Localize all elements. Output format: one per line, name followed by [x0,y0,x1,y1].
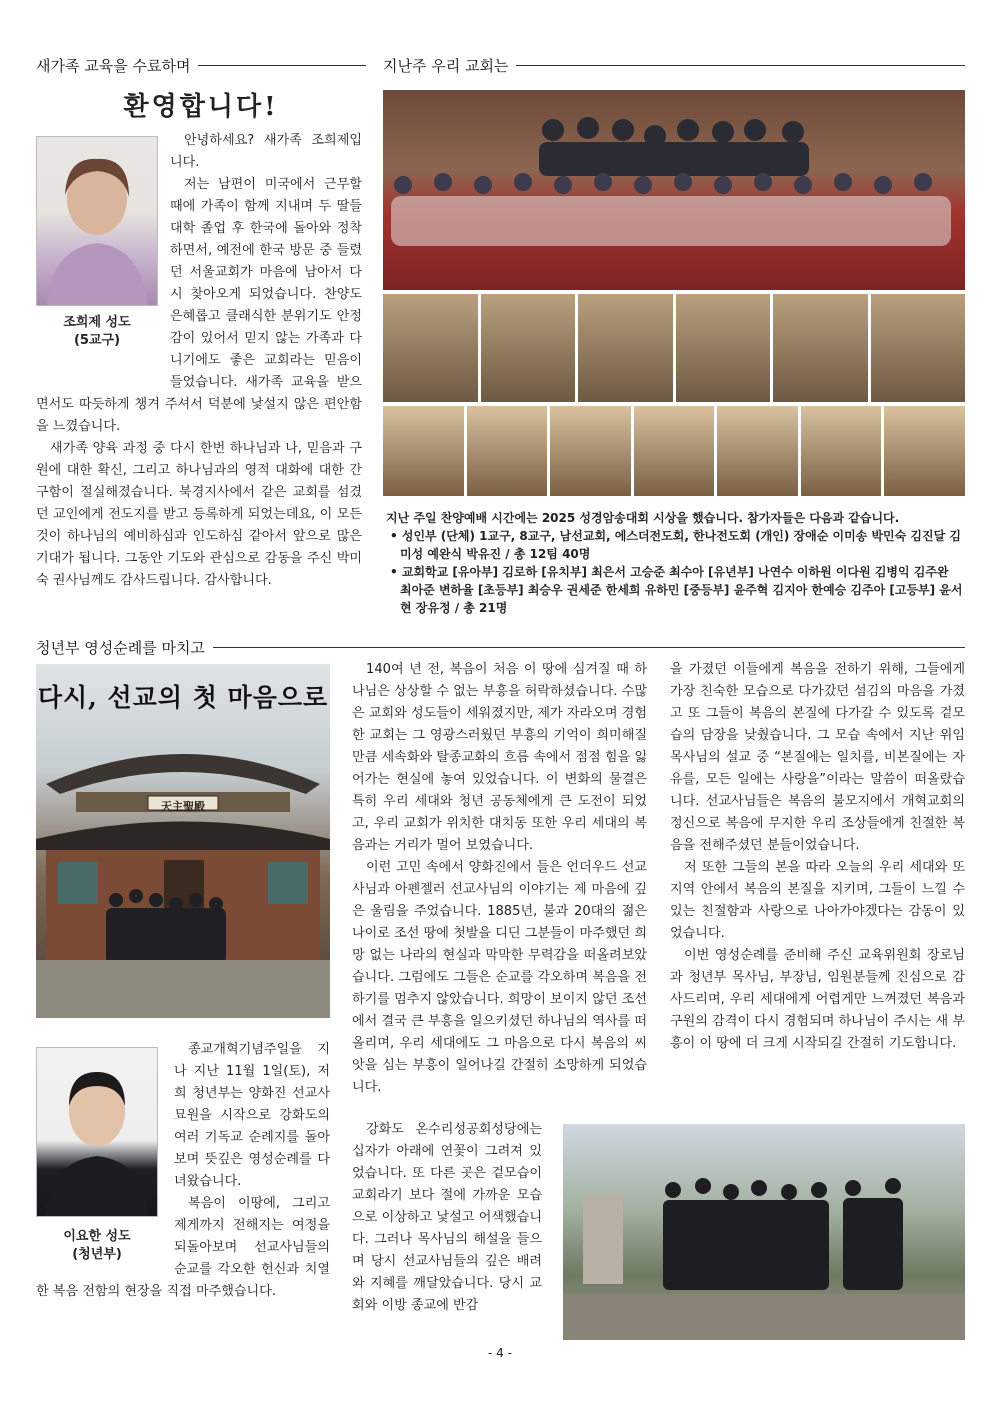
article-paragraph: 이번 영성순례를 준비해 주신 교육위원회 장로님과 청년부 목사님, 부장님, 임원분들께 진심으로 감사드리며, 우리 세대에게 어렵게만 느껴졌던 복음과 구원의 감격이 다시 경험되며 하나님이 주시는 새 부흥이 이 땅에 더 크게 시작되길 간절히 기도합니다. [670,948,965,1051]
heading-rule [516,65,965,66]
article-paragraph: 안녕하세요? 새가족 조희제입니다. [170,133,362,170]
author-name: 이요한 성도 [63,1229,131,1244]
contest-recap [386,509,964,617]
winner-photo [717,406,798,496]
section-heading-last-week [383,55,965,76]
portrait-float-spacer [36,130,170,374]
heading-rule [198,65,366,66]
section-heading-new-family [36,55,366,76]
pilgrimage-article-col1 [36,1039,330,1303]
member-group: (5교구) [73,333,121,348]
recap-intro: 지난 주일 찬양예배 시간에는 2025 성경암송대회 시상을 했습니다. 참가자들은 다음과 같습니다. [386,511,900,525]
winner-photo [578,294,673,402]
welcome-title: 환영합니다! [123,92,279,122]
winner-photo [550,406,631,496]
heading-rule [213,647,965,648]
article-paragraph: 새가족 양육 과정 중 다시 한번 하나님과 나, 믿음과 구원에 대한 확신, 그리고 하나님과의 영적 대화에 대한 간구함이 절실해졌습니다. 북경지사에서 같은 교회를 섬겼던 교인에게 전도지를 받고 등록하게 되었는데요, 이 모든 것이 하나님의 예비하심과 인도하심 같아서 앞으로 많은 기대가 됩니다. 그동안 기도와 관심으로 감동을 주신 박미숙 권사님께도 감사드립니다. 감사합니다. [36,441,362,588]
pilgrimage-banner-title: 다시, 선교의 첫 마음으로 [37,683,329,712]
group-photo [383,90,965,290]
portrait-float-spacer [36,1039,174,1271]
group-people-icon [563,1124,965,1340]
pilgrimage-article-col2 [352,659,647,1099]
section-heading-text: 새가족 교육을 수료하며 [36,57,191,75]
winner-photo [773,294,868,402]
article-paragraph: 저는 남편이 미국에서 근무할 때에 가족이 함께 지내며 두 딸들 대학 졸업 후 한국에 돌아와 정착하면서, 예전에 한국 방문 중 들렸던 서울교회가 마음에 남아서 다시 찾아오게 되었습니다. 찬양도 은혜롭고 클래식한 분위기도 안정감이 있어서 믿지 않는 가족과 다니기에도 좋은 교회라는 믿음이 들었습니다. 새가족 교육을 받으면서도 따듯하게 챙겨 주셔서 덕분에 낯설지 않은 편안함을 느꼈습니다. [36,177,362,434]
recap-list [386,527,964,617]
group-people-icon [383,90,965,290]
winner-photo [467,406,548,496]
memorial-group-photo [563,1124,965,1340]
cathedral-building-icon [36,664,330,1018]
recap-item: • 교회학교 [유아부] 김로하 [유치부] 최은서 고승준 최수아 [유년부] 나연수 이하원 이다원 김병익 김주완 최아준 변하율 [초등부] 최승우 권세준 한세희 유하민 [중등부] 윤주혁 김지아 한예승 김주아 [고등부] 윤서현 장유정 / 총 21명 [390,565,963,615]
winner-photo [676,294,771,402]
section-heading-text: 지난주 우리 교회는 [383,57,509,75]
pilgrimage-article-col3 [670,659,965,1055]
article-paragraph: 이런 고민 속에서 양화진에서 들은 언더우드 선교사님과 아펜젤러 선교사님의 이야기는 제 마음에 깊은 울림을 주었습니다. 1885년, 불과 20대의 젊은 나이로 조선 땅에 첫발을 디딘 그분들이 마주했던 희망 없는 나라의 현실과 막막한 무력감을 떠올려보았습니다. 그럼에도 그들은 순교를 각오하며 복음을 전하기를 멈추지 않았습니다. 희망이 보이지 않던 조선에서 결국 큰 부흥을 일으키셨던 하나님의 역사를 떠올리며, 우리 세대에도 그 마음으로 다시 복음의 씨앗을 심는 부흥이 일어나길 간절히 소망하게 되었습니다. [352,860,647,1095]
article-paragraph: 종교개혁기념주일을 지나 지난 11월 1일(토), 저희 청년부는 양화진 선교사 묘원을 시작으로 강화도의 여러 기독교 순례지를 돌아보며 뜻깊은 영성순례를 다녀왔습니다. [174,1042,330,1189]
article-paragraph: 복음이 이땅에, 그리고 제게까지 전해지는 여정을 되돌아보며 선교사님들의 순교를 각오한 헌신과 치열한 복음 전함의 현장을 직접 마주했습니다. [36,1196,330,1299]
winner-photo [481,294,576,402]
section-heading-text: 청년부 영성순례를 마치고 [36,639,205,657]
adult-winners-photos [383,294,965,402]
winner-photo [383,406,464,496]
cathedral-photo [36,664,330,1018]
cathedral-signboard: 天主聖殿 [161,800,205,813]
winner-photo [634,406,715,496]
article-paragraph: 저 또한 그들의 본을 따라 오늘의 우리 세대와 또 지역 안에서 복음의 본질을 지키며, 그들이 느낄 수 있는 친절함과 사랑으로 나아가야겠다는 감동이 있었습니다. [670,860,965,941]
article-paragraph: 140여 년 전, 복음이 처음 이 땅에 심겨질 때 하나님은 상상할 수 없는 부흥을 허락하셨습니다. 수많은 교회와 성도들이 세워졌지만, 제가 자라오며 경험한 교회는 그 영광스러웠던 부흥의 기억이 희미해질 만큼 세속화와 탈종교화의 흐름 속에서 점점 힘을 잃어가는 현실에 놓여 있었습니다. 이 변화의 물결은 특히 우리 세대와 청년 공동체에게 큰 도전이 되었고, 우리 교회가 위치한 대치동 또한 우리 세대의 복음과는 거리가 멀어 보였습니다. [352,662,647,853]
recap-item: • 성인부 (단체) 1교구, 8교구, 남선교회, 에스더전도회, 한나전도회 (개인) 장애순 이미송 박민숙 김진달 김미성 예완식 박유진 / 총 12팀 40명 [390,529,961,561]
child-winners-photos [383,406,965,496]
winner-photo [884,406,965,496]
section-heading-pilgrimage [36,637,965,658]
article-paragraph: 을 가졌던 이들에게 복음을 전하기 위해, 그들에게 가장 친숙한 모습으로 다가갔던 섬김의 마음을 가졌고 또 그들이 복음의 본질에 다가갈 수 있도록 겉모습의 담장을 낮췄습니다. 그 모습 속에서 지난 위임목사님의 설교 중 “본질에는 일치를, 비본질에는 자유를, 모든 일에는 사랑을”이라는 말씀이 떠올랐습니다. 선교사님들은 복음의 불모지에서 개혁교회의 정신으로 복음에 무지한 우리 조상들에게 친절한 복음을 전해주셨던 분들이었습니다. [670,662,965,853]
winner-photo [871,294,966,402]
winner-photo [383,294,478,402]
member-name: 조희제 성도 [63,315,131,330]
page-number: - 4 - [488,1346,512,1360]
author-group: (청년부) [72,1247,122,1262]
winner-photo [801,406,882,496]
article-paragraph: 강화도 온수리성공회성당에는 십자가 아래에 연꽃이 그려져 있었습니다. 또 다른 곳은 겉모습이 교회라기 보다 절에 가까운 모습으로 이상하고 낯설고 어색했습니다. 그러나 목사님의 해설을 들으며 당시 선교사님들의 깊은 배려와 지혜를 깨달았습니다. 당시 교회와 이방 종교에 반감 [352,1122,542,1313]
new-family-article [36,130,362,592]
pilgrimage-article-col2-bottom [352,1119,542,1317]
